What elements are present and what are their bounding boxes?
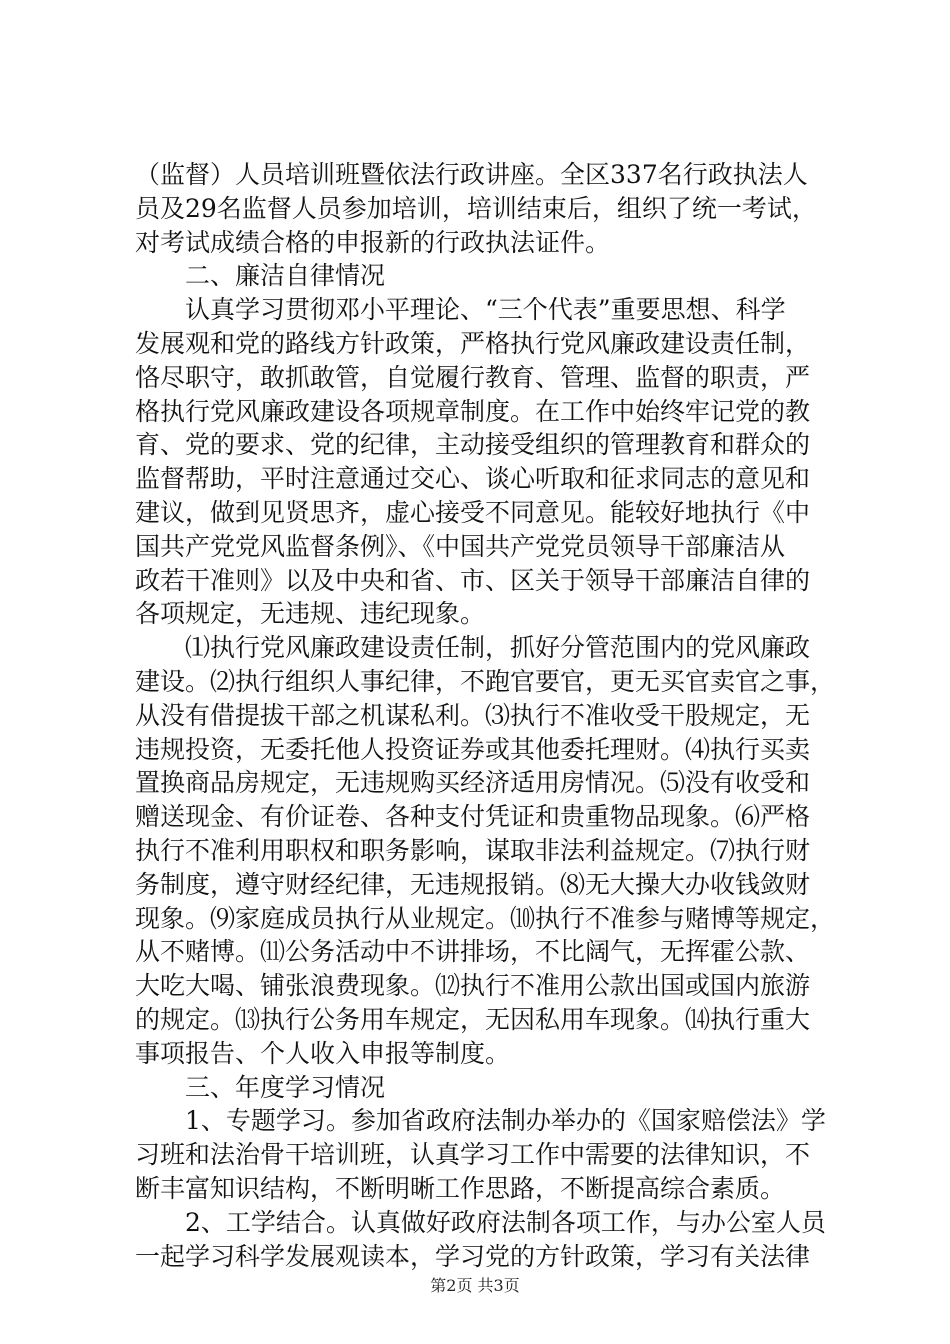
text-line: 认真学习贯彻邓小平理论、“三个代表”重要思想、科学 (135, 295, 786, 325)
text-line: 格执行党风廉政建设各项规章制度。在工作中始终牢记党的教 (135, 396, 811, 426)
text-line: 置换商品房规定，无违规购买经济适用房情况。⑸没有收受和 (135, 768, 811, 798)
text-line: 建议，做到见贤思齐，虚心接受不同意见。能较好地执行《中 (135, 498, 811, 527)
text-line: 赠送现金、有价证卷、各种支付凭证和贵重物品现象。⑹严格 (135, 802, 811, 832)
text-line: 违规投资，无委托他人投资证券或其他委托理财。⑷执行买卖 (135, 734, 811, 764)
text-line: 务制度，遵守财经纪律，无违规报销。⑻无大操大办收钱敛财 (135, 869, 811, 899)
text-line: 的规定。⒀执行公务用车规定，无因私用车现象。⒁执行重大 (135, 1005, 811, 1034)
text-line: 育、党的要求、党的纪律，主动接受组织的管理教育和群众的 (135, 430, 811, 460)
text-line: 政若干准则》以及中央和省、市、区关于领导干部廉洁自律的 (135, 565, 811, 595)
text-line: 建设。⑵执行组织人事纪律，不跑官要官，更无买官卖官之事， (135, 667, 836, 696)
text-line: 习班和法治骨干培训班，认真学习工作中需要的法律知识，不 (135, 1140, 811, 1170)
text-line: 从不赌博。⑾公务活动中不讲排场，不比阔气，无挥霍公款、 (135, 937, 811, 967)
text-line: 监督帮助，平时注意通过交心、谈心听取和征求同志的意见和 (135, 464, 811, 494)
text-line: 各项规定，无违规、违纪现象。 (135, 599, 486, 629)
text-line: 二、廉洁自律情况 (135, 261, 386, 291)
page-footer: 第2页 共3页 (430, 1276, 520, 1295)
text-line: 员及29名监督人员参加培训，培训结束后，组织了统一考试， (135, 193, 817, 223)
text-line: 发展观和党的路线方针政策，严格执行党风廉政建设责任制， (135, 329, 811, 358)
text-line: 三、年度学习情况 (135, 1072, 386, 1102)
text-line: （监督）人员培训班暨依法行政讲座。全区337名行政执法人 (135, 160, 808, 189)
text-line: 大吃大喝、铺张浪费现象。⑿执行不准用公款出国或国内旅游 (135, 971, 811, 1001)
text-line: 2、工学结合。认真做好政府法制各项工作，与办公室人员 (135, 1207, 826, 1237)
text-line: 现象。⑼家庭成员执行从业规定。⑽执行不准参与赌博等规定， (135, 903, 836, 933)
text-line: 对考试成绩合格的申报新的行政执法证件。 (135, 227, 611, 257)
text-line: 事项报告、个人收入申报等制度。 (135, 1038, 511, 1068)
text-line: 断丰富知识结构，不断明晰工作思路，不断提高综合素质。 (135, 1174, 786, 1203)
text-line: 国共产党党风监督条例》、《中国共产党党员领导干部廉洁从 (135, 531, 786, 561)
text-line: 恪尽职守，敢抓敢管，自觉履行教育、管理、监督的职责，严 (135, 362, 811, 392)
text-line: 1、专题学习。参加省政府法制办举办的《国家赔偿法》学 (135, 1106, 826, 1136)
text-line: 从没有借提拔干部之机谋私利。⑶执行不准收受干股规定，无 (135, 700, 811, 730)
text-line: 一起学习科学发展观读本，学习党的方针政策，学习有关法律 (135, 1241, 811, 1271)
text-line: ⑴执行党风廉政建设责任制，抓好分管范围内的党风廉政 (135, 633, 811, 663)
text-line: 执行不准利用职权和职务影响，谋取非法利益规定。⑺执行财 (135, 836, 811, 865)
